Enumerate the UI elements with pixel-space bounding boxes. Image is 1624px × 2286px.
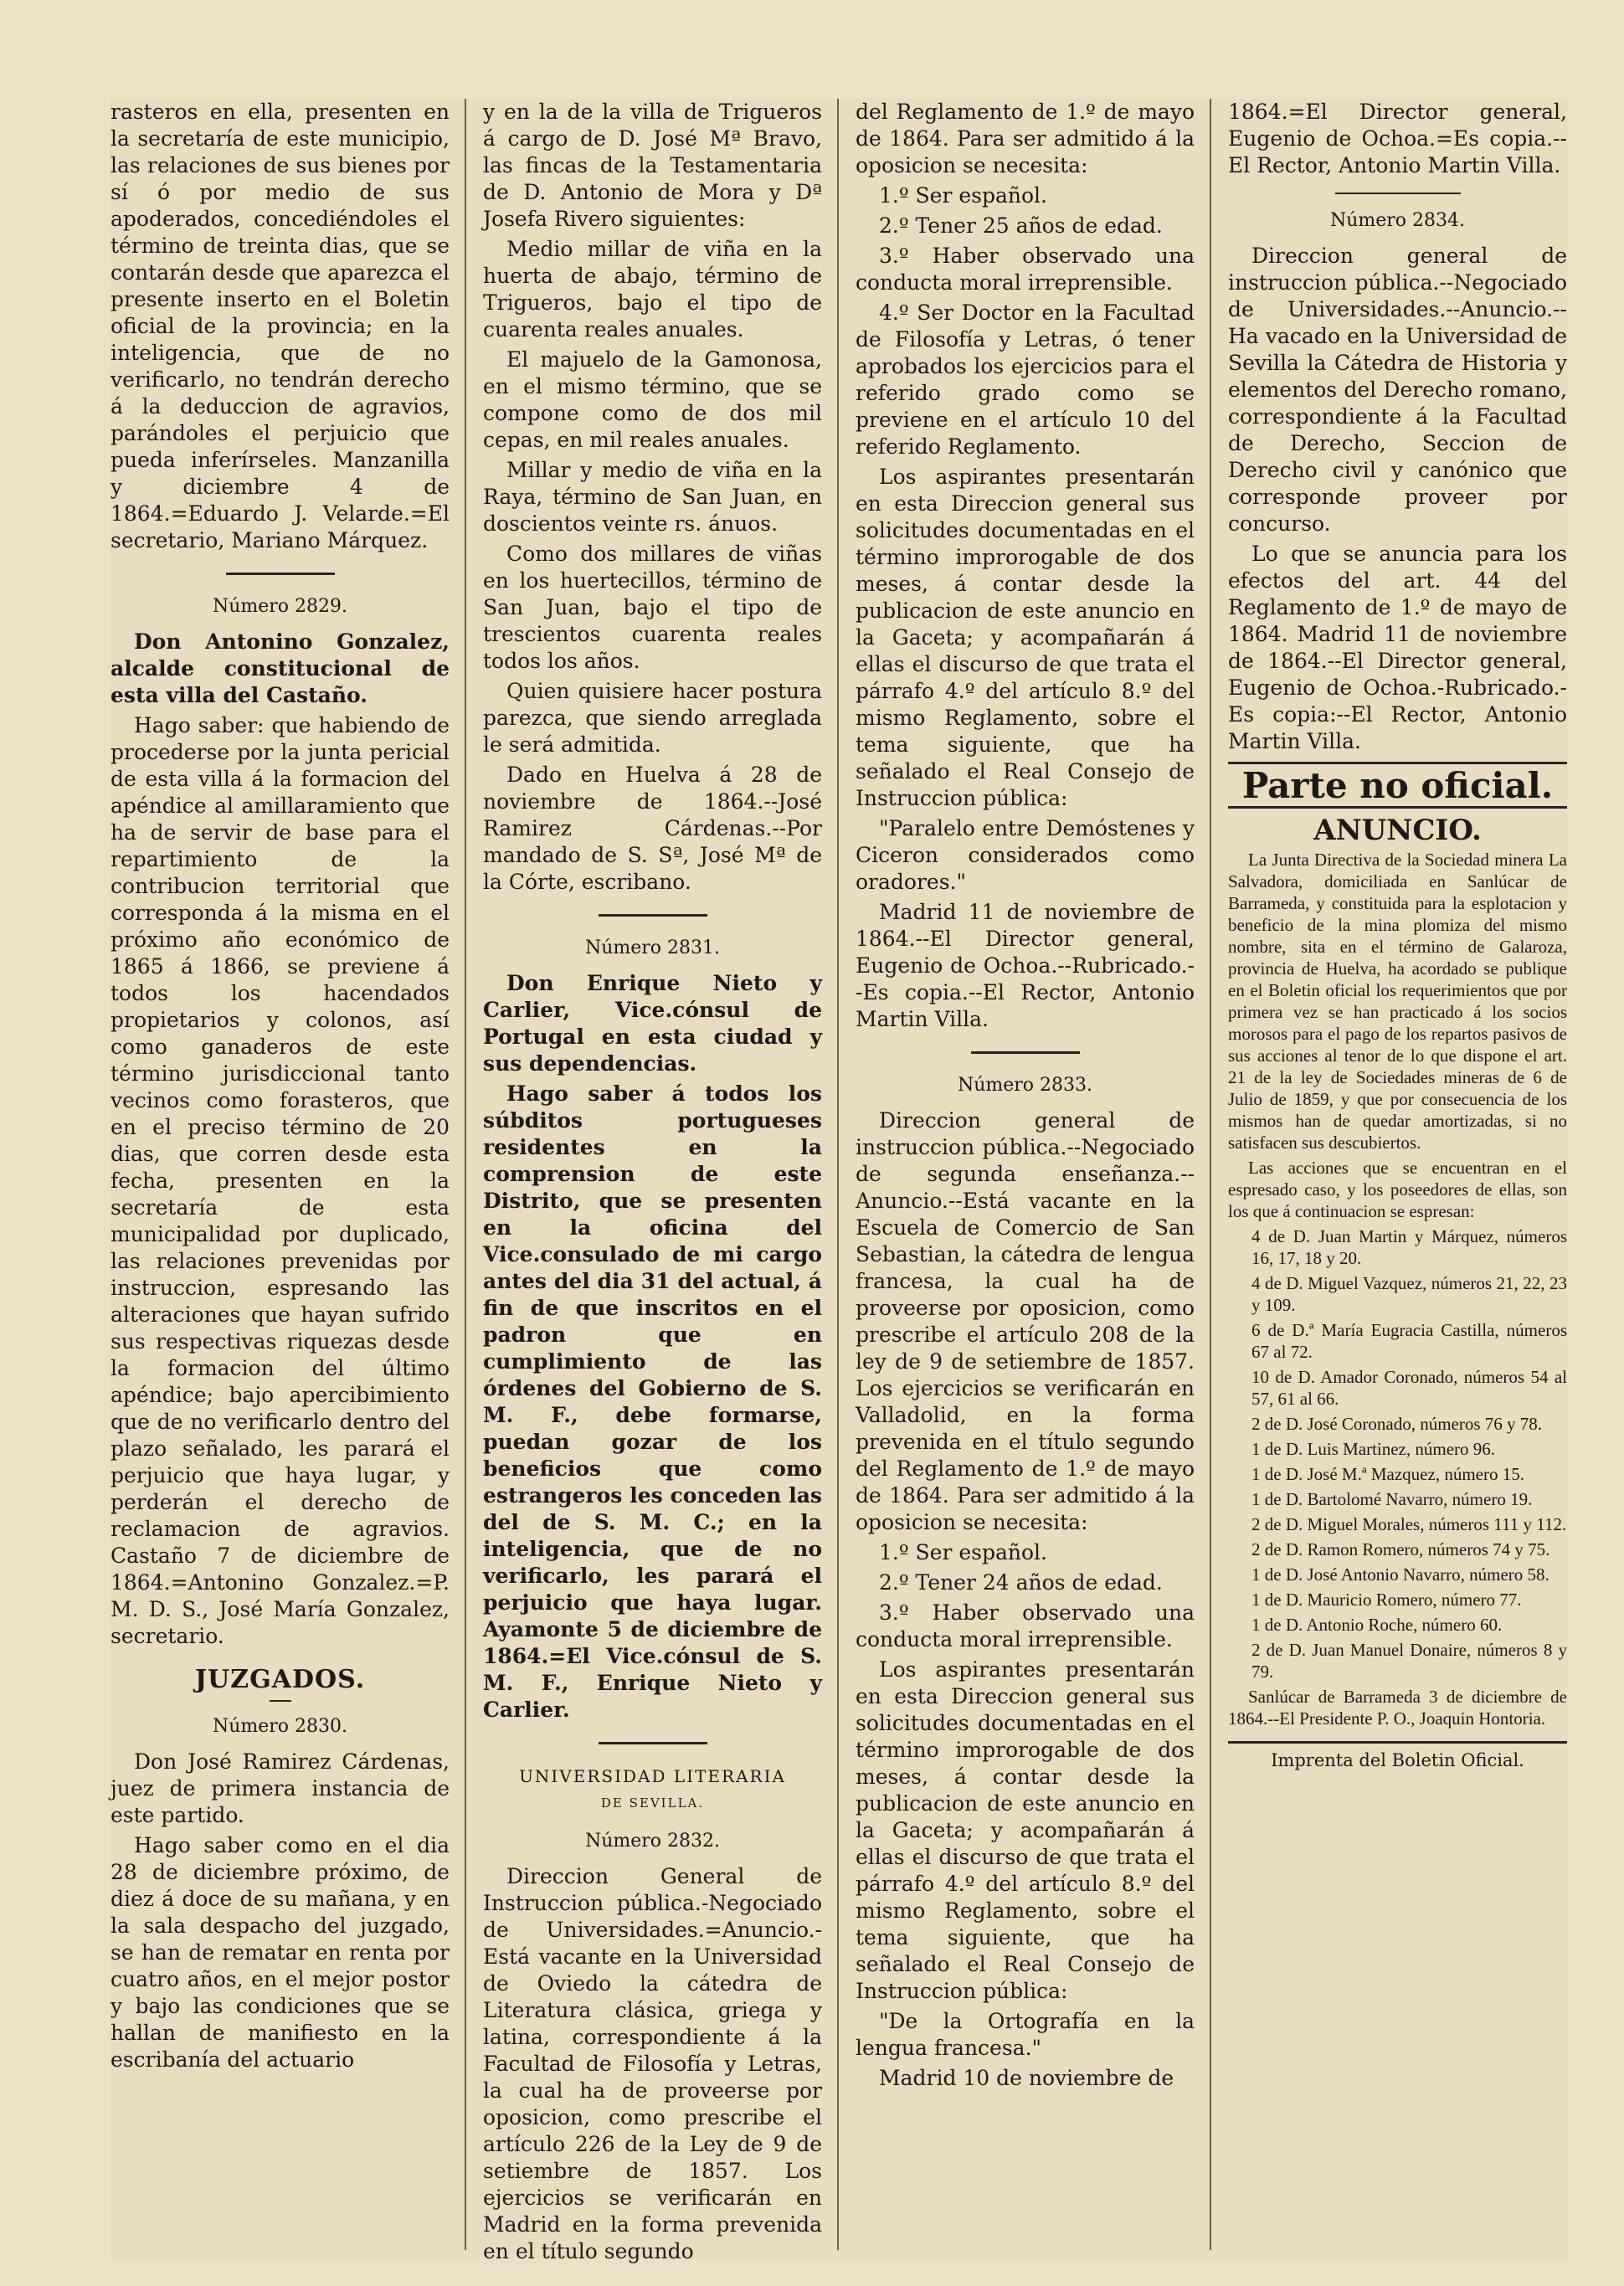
notice-number: Número 2832. xyxy=(584,1831,721,1852)
university-subheading: DE SEVILLA. xyxy=(600,1795,705,1811)
list-item: 3.º Haber observado una conducta moral irreprensible. xyxy=(856,244,1195,295)
notice-heading: Don Enrique Nieto y Carlier, Vice.cónsul de Portugal en esta ciudad y sus dependencias. xyxy=(483,971,822,1076)
paragraph: "Paralelo entre Demóstenes y Ciceron considerados como oradores." xyxy=(856,816,1195,894)
section-rule xyxy=(1228,762,1567,806)
paragraph: y en la de la villa de Trigueros á cargo de D. José Mª Bravo, las fincas de la Testamentaria de D. Antonio de Mora y Dª Josefa Rivero siguientes: xyxy=(483,100,822,231)
list-item: 2 de D. Ramon Romero, números 74 y 75. xyxy=(1251,1539,1550,1559)
list-item: 2 de D. Miguel Morales, números 111 y 112. xyxy=(1251,1514,1567,1534)
list-item: 1 de D. Bartolomé Navarro, número 19. xyxy=(1251,1489,1533,1509)
paragraph: Medio millar de viña en la huerta de abajo, término de Trigueros, bajo el tipo de cuarenta reales anuales. xyxy=(483,237,822,342)
paragraph: La Junta Directiva de la Sociedad minera La Salvadora, domiciliada en Sanlúcar de Barrameda, y constituida para la esplotacion y beneficio de la mina plomiza del mismo nombre, sita en el término de Galaroza, provincia de Huelva, ha acordado se publique en el Boletin oficial los requerimientos que por primera vez se han practicado á los socios morosos para el pago de los repartos pasivos de sus acciones al tenor de lo que dispone el art. 21 de la ley de Sociedades mineras de 6 de Julio de 1859, y que por consecuencia de los mismos han de quedar amortizadas, si no satisfacen sus descubiertos. xyxy=(1228,850,1567,1153)
list-item: 6 de D.ª María Eugracia Castilla, números 67 al 72. xyxy=(1251,1320,1567,1362)
section-heading-parte-no-oficial: Parte no oficial. xyxy=(1241,765,1554,806)
list-item: 1 de D. José M.ª Mazquez, número 15. xyxy=(1251,1464,1524,1484)
column-divider xyxy=(837,99,839,2250)
separator-rule xyxy=(599,1742,707,1744)
paragraph: Quien quisiere hacer postura parezca, que siendo arreglada le será admitida. xyxy=(483,679,822,757)
notice-number: Número 2833. xyxy=(957,1075,1093,1096)
paragraph: El majuelo de la Gamonosa, en el mismo término, que se compone como de dos mil cepas, en mil reales anuales. xyxy=(483,347,822,452)
notice-number: Número 2831. xyxy=(584,938,721,958)
list-item: 1.º Ser español. xyxy=(879,183,1048,208)
notice-heading: Don Antonino Gonzalez, alcalde constitucional de esta villa del Castaño. xyxy=(110,629,450,707)
shares-list xyxy=(1228,1225,1567,1682)
paragraph: Los aspirantes presentarán en esta Direccion general sus solicitudes documentadas en el término improrogable de dos meses, á contar desde la publicacion de este anuncio en la Gaceta; y acompañarán á ellas el discurso de que trata el párrafo 4.º del artículo 8.º del mismo Reglamento, sobre el tema siguiente, que ha señalado el Real Consejo de Instruccion pública: xyxy=(856,465,1195,810)
separator-rule xyxy=(1335,193,1461,194)
separator-dash xyxy=(270,1700,291,1702)
separator-rule xyxy=(226,573,335,575)
printer-footer: Imprenta del Boletin Oficial. xyxy=(1271,1750,1524,1770)
paragraph: Hago saber á todos los súbditos portugueses residentes en la comprension de este Distrito, que se presenten en la oficina del Vice.consulado de mi cargo antes del dia 31 del actual, á fin de que inscritos en el padron que en cumplimiento de las órdenes del Gobierno de S. M. F., debe formarse, puedan gozar de los beneficios que como estrangeros les conceden las del de S. M. C.; en la inteligencia, que de no verificarlo, les parará el perjuicio que haya lugar. Ayamonte 5 de diciembre de 1864.=El Vice.cónsul de S. M. F., Enrique Nieto y Carlier. xyxy=(483,1081,822,1722)
list-item: 2.º Tener 24 años de edad. xyxy=(879,1570,1163,1595)
list-item: 4 de D. Miguel Vazquez, números 21, 22, 23 y 109. xyxy=(1251,1273,1567,1315)
university-heading: UNIVERSIDAD LITERARIA xyxy=(519,1766,786,1786)
paragraph: Lo que se anuncia para los efectos del art. 44 del Reglamento de 1.º de mayo de 1864. Madrid 11 de noviembre de 1864.--El Director general, Eugenio de Ochoa.-Rubricado.-Es copia:--El Rector, Antonio Martin Villa. xyxy=(1228,542,1567,753)
newspaper-page xyxy=(110,99,1567,2263)
paragraph: Los aspirantes presentarán en esta Direccion general sus solicitudes documentadas en el término improrogable de dos meses, á contar desde la publicacion de este anuncio en la Gaceta; y acompañarán á ellas el discurso de que trata el párrafo 4.º del artículo 8.º del mismo Reglamento, sobre el tema siguiente, que ha señalado el Real Consejo de Instruccion pública: xyxy=(856,1657,1195,2003)
list-item: 3.º Haber observado una conducta moral irreprensible. xyxy=(856,1600,1195,1652)
separator-rule xyxy=(971,1051,1080,1054)
notice-heading: Don José Ramirez Cárdenas, juez de primera instancia de este partido. xyxy=(110,1749,450,1827)
notice-number: Número 2830. xyxy=(212,1716,348,1737)
paragraph: Sanlúcar de Barrameda 3 de diciembre de 1864.--El Presidente P. O., Joaquin Hontoria. xyxy=(1228,1687,1567,1729)
list-item: 4 de D. Juan Martin y Márquez, números 16, 17, 18 y 20. xyxy=(1251,1226,1567,1268)
column-3 xyxy=(856,99,1195,2250)
paragraph: Direccion General de Instruccion pública.-Negociado de Universidades.=Anuncio.-Está vacante en la Universidad de Oviedo la cátedra de Literatura clásica, griega y latina, correspondiente á la Facultad de Filosofía y Letras, la cual ha de proveerse por oposicion, como prescribe el artículo 226 de la Ley de 9 de setiembre de 1857. Los ejercicios se verificarán en Madrid en la forma prevenida en el título segundo xyxy=(483,1864,822,2263)
section-heading-juzgados: JUZGADOS. xyxy=(194,1665,366,1694)
paragraph: del Reglamento de 1.º de mayo de 1864. Para ser admitido á la oposicion se necesita: xyxy=(856,100,1195,177)
list-item: 1 de D. Luis Martinez, número 96. xyxy=(1251,1439,1496,1459)
list-item: 2 de D. José Coronado, números 76 y 78. xyxy=(1251,1414,1543,1434)
paragraph: Madrid 10 de noviembre de xyxy=(879,2066,1174,2090)
list-item: 1.º Ser español. xyxy=(879,1540,1048,1564)
paragraph: 1864.=El Director general, Eugenio de Ochoa.=Es copia.--El Rector, Antonio Martin Villa. xyxy=(1228,100,1567,177)
paragraph: Direccion general de instruccion pública.--Negociado de Universidades.--Anuncio.--Ha vacado en la Universidad de Sevilla la Cátedra de Historia y elementos del Derecho romano, correspondiente á la Facultad de Derecho, Seccion de Derecho civil y canónico que corresponde proveer por concurso. xyxy=(1228,244,1567,536)
paragraph: Direccion general de instruccion pública.--Negociado de segunda enseñanza.--Anuncio.--Está vacante en la Escuela de Comercio de San Sebastian, la cátedra de lengua francesa, la cual ha de proveerse por oposicion, como prescribe el artículo 208 de la ley de 9 de setiembre de 1857. Los ejercicios se verificarán en Valladolid, en la forma prevenida en el título segundo del Reglamento de 1.º de mayo de 1864. Para ser admitido á la oposicion se necesita: xyxy=(856,1108,1195,1534)
column-divider xyxy=(1210,99,1211,2250)
paragraph: Las acciones que se encuentran en el espresado caso, y los poseedores de ellas, son los que á continuacion se espresan: xyxy=(1228,1158,1567,1221)
list-item: 10 de D. Amador Coronado, números 54 al 57, 61 al 66. xyxy=(1251,1367,1567,1409)
anuncio-body xyxy=(1228,849,1567,1729)
section-rule xyxy=(1228,806,1567,847)
notice-number: Número 2829. xyxy=(212,596,348,617)
column-4 xyxy=(1228,99,1567,2250)
list-item: 1 de D. José Antonio Navarro, número 58. xyxy=(1251,1564,1549,1585)
column-1 xyxy=(110,99,450,2250)
notice-number: Número 2834. xyxy=(1329,210,1466,231)
paragraph: Hago saber como en el dia 28 de diciembre próximo, de diez á doce de su mañana, y en la sala despacho del juzgado, se han de rematar en renta por cuatro años, en el mejor postor y bajo las condiciones que se hallan de manifiesto en la escribanía del actuario xyxy=(110,1833,450,2072)
paragraph: Hago saber: que habiendo de procederse por la junta pericial de esta villa á la formacion del apéndice al amillaramiento que ha de servir de base para el repartimiento de la contribucion territorial que corresponda á la misma en el próximo año económico de 1865 á 1866, se previene á todos los hacendados propietarios y colonos, así como ganaderos de este término jurisdiccional tanto vecinos como forasteros, que en el preciso término de 20 dias, que corren desde esta fecha, presenten en la secretaría de esta municipalidad por duplicado, las relaciones prevenidas por instruccion, espresando las alteraciones que hayan sufrido sus respectivas riquezas desde la formacion del último apéndice; bajo apercibimiento que de no verificarlo dentro del plazo señalado, les parará el perjuicio que haya lugar, y perderán el derecho de reclamacion de agravios. Castaño 7 de diciembre de 1864.=Antonino Gonzalez.=P. M. D. S., José María Gonzalez, secretario. xyxy=(110,713,450,1648)
separator-rule xyxy=(599,914,707,917)
paragraph: Millar y medio de viña en la Raya, término de San Juan, en doscientos veinte rs. ánuos. xyxy=(483,458,822,536)
column-2 xyxy=(483,99,822,2263)
list-item: 2 de D. Juan Manuel Donaire, números 8 y 79. xyxy=(1251,1640,1567,1682)
list-item: 1 de D. Antonio Roche, número 60. xyxy=(1251,1615,1503,1635)
list-item: 4.º Ser Doctor en la Facultad de Filosofía y Letras, ó tener aprobados los ejercicios para el referido grado como se previene en el artículo 10 del referido Reglamento. xyxy=(856,301,1195,459)
section-heading-anuncio: ANUNCIO. xyxy=(1313,814,1482,847)
section-rule xyxy=(1228,1741,1567,1774)
paragraph: Madrid 11 de noviembre de 1864.--El Director general, Eugenio de Ochoa.--Rubricado.--Es copia.--El Rector, Antonio Martin Villa. xyxy=(856,900,1195,1031)
column-divider xyxy=(465,99,466,2250)
paragraph: "De la Ortografía en la lengua francesa." xyxy=(856,2009,1195,2060)
list-item: 1 de D. Mauricio Romero, número 77. xyxy=(1251,1590,1522,1610)
paragraph: Dado en Huelva á 28 de noviembre de 1864.--José Ramirez Cárdenas.--Por mandado de S. Sª, José Mª de la Córte, escribano. xyxy=(483,763,822,894)
list-item: 2.º Tener 25 años de edad. xyxy=(879,213,1163,238)
paragraph: rasteros en ella, presenten en la secretaría de este municipio, las relaciones de sus bienes por sí ó por medio de sus apoderados, concediéndoles el término de treinta dias, que se contarán desde que aparezca el presente inserto en el Boletin oficial de la provincia; en la inteligencia, que de no verificarlo, no tendrán derecho á la deduccion de agravios, parándoles el perjuicio que pueda inferírseles. Manzanilla y diciembre 4 de 1864.=Eduardo J. Velarde.=El secretario, Mariano Márquez. xyxy=(110,100,450,552)
paragraph: Como dos millares de viñas en los huertecillos, término de San Juan, bajo el tipo de trescientos cuarenta reales todos los años. xyxy=(483,542,822,673)
